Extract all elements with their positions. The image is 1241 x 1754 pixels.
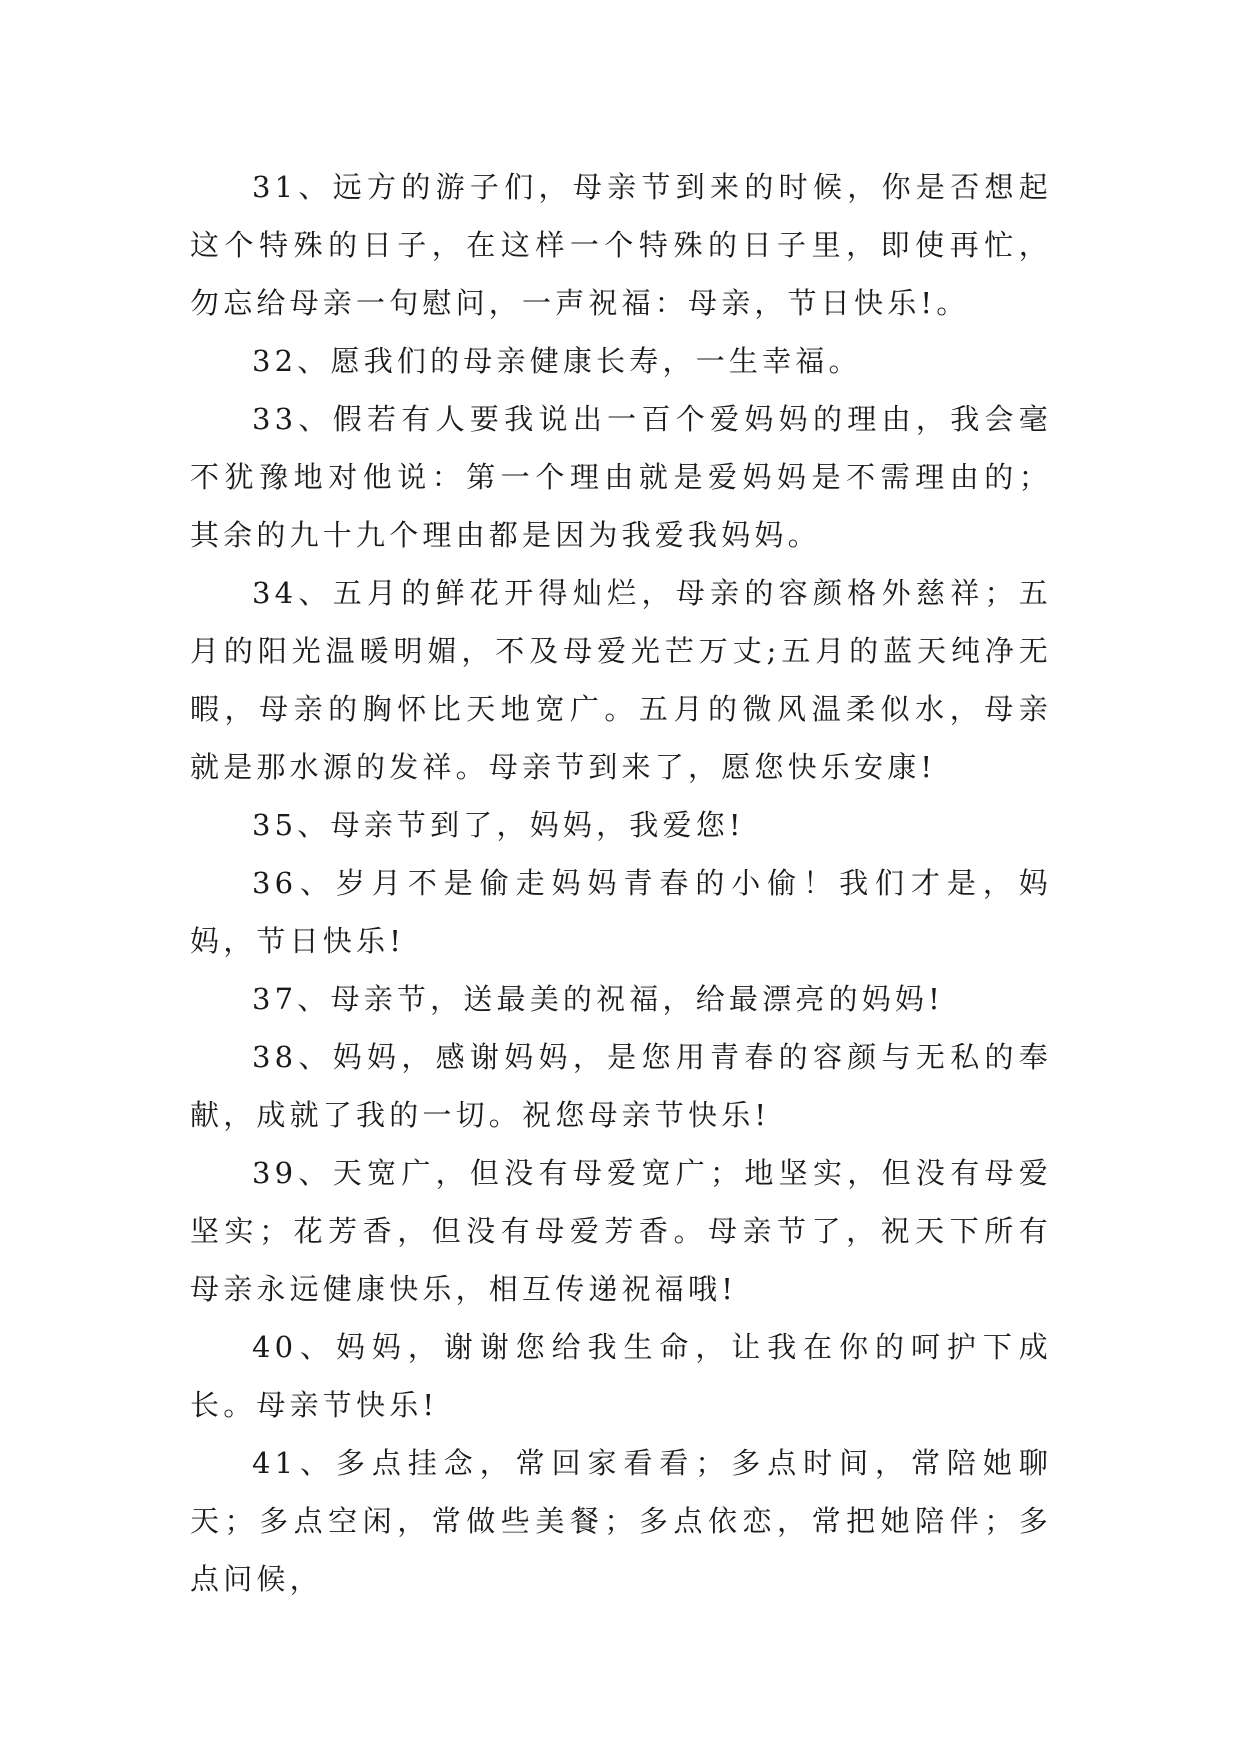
paragraph-35: 35、母亲节到了，妈妈，我爱您! [252, 808, 745, 842]
paragraph-34: 34、五月的鲜花开得灿烂，母亲的容颜格外慈祥；五月的阳光温暖明媚，不及母爱光芒万丈;五月的蓝天纯净无暇，母亲的胸怀比天地宽广。五月的微风温柔似水，母亲就是那水源的发祥。母亲节到来了，愿您快乐安康! [190, 576, 1052, 784]
paragraph-40: 40、妈妈，谢谢您给我生命，让我在你的呵护下成长。母亲节快乐! [190, 1330, 1052, 1422]
document-page [190, 158, 1052, 1608]
paragraph-32: 32、愿我们的母亲健康长寿，一生幸福。 [252, 344, 862, 378]
paragraph-36: 36、岁月不是偷走妈妈青春的小偷！我们才是，妈妈，节日快乐! [190, 866, 1052, 958]
paragraph-31: 31、远方的游子们，母亲节到来的时候，你是否想起这个特殊的日子，在这样一个特殊的日子里，即使再忙，勿忘给母亲一句慰问，一声祝福：母亲，节日快乐!。 [190, 170, 1052, 320]
paragraph-33: 33、假若有人要我说出一百个爱妈妈的理由，我会毫不犹豫地对他说：第一个理由就是爱妈妈是不需理由的；其余的九十九个理由都是因为我爱我妈妈。 [190, 402, 1052, 552]
paragraph-39: 39、天宽广，但没有母爱宽广；地坚实，但没有母爱坚实；花芳香，但没有母爱芳香。母亲节了，祝天下所有母亲永远健康快乐，相互传递祝福哦! [190, 1156, 1052, 1306]
paragraph-41: 41、多点挂念，常回家看看；多点时间，常陪她聊天；多点空闲，常做些美餐；多点依恋，常把她陪伴；多点问候， [190, 1446, 1052, 1596]
paragraph-37: 37、母亲节，送最美的祝福，给最漂亮的妈妈! [252, 982, 944, 1016]
paragraph-38: 38、妈妈，感谢妈妈，是您用青春的容颜与无私的奉献，成就了我的一切。祝您母亲节快乐! [190, 1040, 1052, 1132]
